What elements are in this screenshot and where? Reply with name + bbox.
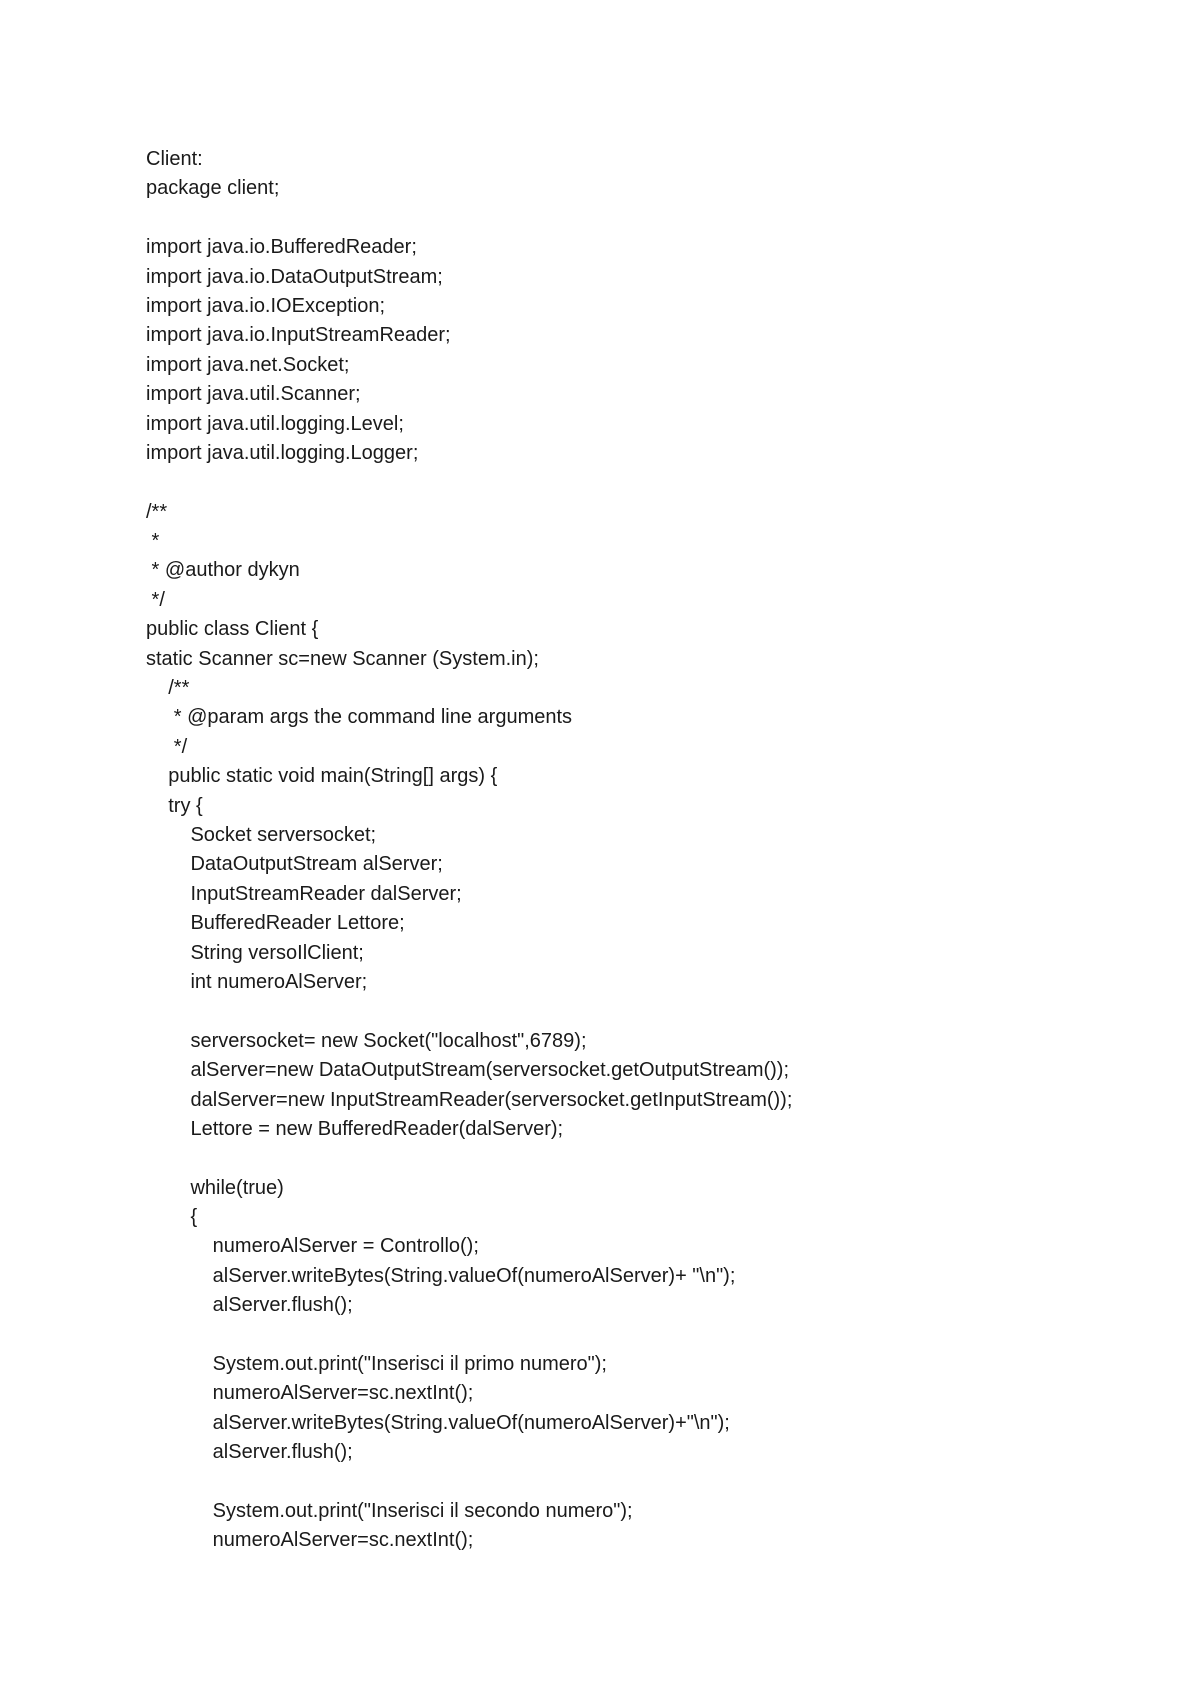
code-line: while(true)	[146, 1176, 284, 1199]
code-line: Lettore = new BufferedReader(dalServer);	[146, 1117, 564, 1140]
code-line: System.out.print("Inserisci il primo numero");	[146, 1353, 607, 1376]
code-line: dalServer=new InputStreamReader(serversocket.getInputStream());	[146, 1088, 793, 1111]
code-line: static Scanner sc=new Scanner (System.in);	[146, 647, 539, 670]
code-line: InputStreamReader dalServer;	[146, 882, 462, 905]
code-line: alServer.writeBytes(String.valueOf(numeroAlServer)+"\n");	[146, 1411, 730, 1434]
code-line: package client;	[146, 177, 280, 200]
code-line: alServer.flush();	[146, 1294, 353, 1317]
code-line: alServer.flush();	[146, 1441, 353, 1464]
code-line: Client:	[146, 148, 203, 170]
code-line: import java.io.IOException;	[146, 294, 385, 317]
code-line	[146, 1144, 1146, 1173]
code-line: /**	[146, 500, 168, 523]
code-line: numeroAlServer = Controllo();	[146, 1235, 479, 1258]
code-line: /**	[146, 677, 190, 700]
code-line: int numeroAlServer;	[146, 970, 368, 993]
code-line: alServer.writeBytes(String.valueOf(numeroAlServer)+ "\n");	[146, 1264, 736, 1287]
code-line: import java.util.logging.Level;	[146, 412, 404, 435]
code-line	[146, 1321, 1146, 1350]
code-line: */	[146, 588, 165, 611]
code-line: String versoIlClient;	[146, 941, 364, 964]
code-line: import java.net.Socket;	[146, 353, 350, 376]
code-line: import java.util.Scanner;	[146, 383, 361, 406]
code-line	[146, 997, 1146, 1026]
code-line: BufferedReader Lettore;	[146, 912, 405, 935]
code-line: numeroAlServer=sc.nextInt();	[146, 1382, 474, 1405]
code-line: public class Client {	[146, 618, 319, 641]
code-line: import java.io.DataOutputStream;	[146, 265, 443, 288]
code-line: alServer=new DataOutputStream(serversocket.getOutputStream());	[146, 1059, 790, 1082]
code-line: numeroAlServer=sc.nextInt();	[146, 1529, 474, 1552]
code-line: DataOutputStream alServer;	[146, 853, 443, 876]
code-line: * @param args the command line arguments	[146, 706, 573, 729]
code-line	[146, 1468, 1146, 1497]
code-line	[146, 468, 1146, 497]
code-line: System.out.print("Inserisci il secondo numero");	[146, 1499, 633, 1522]
code-line: *	[146, 530, 160, 553]
code-line: Socket serversocket;	[146, 823, 377, 846]
code-line: import java.util.logging.Logger;	[146, 441, 419, 464]
code-listing	[146, 145, 1146, 1556]
code-line: serversocket= new Socket("localhost",6789);	[146, 1029, 587, 1052]
code-line	[146, 204, 1146, 233]
code-line: import java.io.BufferedReader;	[146, 236, 417, 259]
code-line: */	[146, 735, 188, 758]
code-line: public static void main(String[] args) {	[146, 765, 498, 788]
code-line: import java.io.InputStreamReader;	[146, 324, 451, 347]
code-line: {	[146, 1206, 198, 1229]
code-line: * @author dykyn	[146, 559, 300, 582]
code-line: try {	[146, 794, 203, 817]
